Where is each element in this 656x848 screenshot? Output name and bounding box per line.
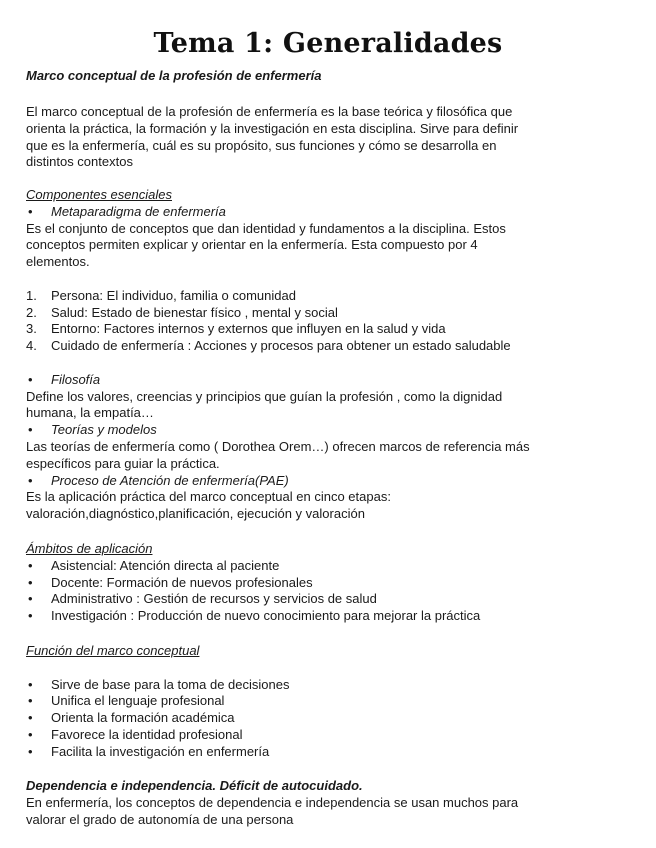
item-number: 2. <box>26 304 37 320</box>
list-item <box>26 372 636 389</box>
list-item <box>26 693 636 710</box>
ambito-text: Investigación : Producción de nuevo conocimiento para mejorar la práctica <box>51 608 481 624</box>
intro-line: El marco conceptual de la profesión de enfermería es la base teórica y filosófica que <box>26 104 513 119</box>
meta-line: elementos. <box>26 254 90 270</box>
list-item <box>26 422 636 439</box>
funcion-text: Sirve de base para la toma de decisiones <box>51 676 290 692</box>
item-number: 1. <box>26 287 37 303</box>
list-item <box>26 727 636 744</box>
filosofia-label: Filosofía <box>51 371 101 387</box>
dependencia-line: En enfermería, los conceptos de dependencia e independencia se usan muchos para <box>26 794 519 810</box>
funcion-heading: Función del marco conceptual <box>26 643 200 658</box>
page-title: Tema 1: Generalidades <box>153 28 503 59</box>
ambitos-section <box>26 541 636 625</box>
ambito-text: Asistencial: Atención directa al paciente <box>51 557 280 573</box>
numbered-item <box>26 338 636 355</box>
ambito-text: Docente: Formación de nuevos profesionales <box>51 574 313 590</box>
subtitle-text: Marco conceptual de la profesión de enfermería <box>26 68 322 83</box>
list-item <box>26 608 636 625</box>
list-item <box>26 710 636 727</box>
bullet-icon: • <box>28 743 33 759</box>
ambito-text: Administrativo : Gestión de recursos y servicios de salud <box>51 591 377 607</box>
filosofia-line: Define los valores, creencias y principios que guían la profesión , como la dignidad <box>26 388 503 404</box>
bullet-icon: • <box>28 371 33 387</box>
funcion-text: Orienta la formación académica <box>51 710 235 726</box>
bullet-icon: • <box>28 557 33 573</box>
list-item <box>26 558 636 575</box>
dependencia-heading: Dependencia e independencia. Déficit de autocuidado. <box>26 778 363 793</box>
item-text: Salud: Estado de bienestar físico , mental y social <box>51 304 338 320</box>
item-text: Cuidado de enfermería : Acciones y procesos para obtener un estado saludable <box>51 338 511 354</box>
subtitle <box>26 68 636 85</box>
filosofia-line: humana, la empatía… <box>26 405 154 421</box>
funcion-text: Facilita la investigación en enfermería <box>51 743 270 759</box>
teorias-label: Teorías y modelos <box>51 422 157 438</box>
intro-paragraph <box>26 104 636 171</box>
funcion-section <box>26 643 636 761</box>
componentes-section <box>26 187 636 523</box>
list-item <box>26 204 636 221</box>
dependencia-section <box>26 778 636 828</box>
componentes-heading: Componentes esenciales <box>26 187 172 202</box>
intro-line: orienta la práctica, la formación y la investigación en esta disciplina. Sirve para definir <box>26 120 519 136</box>
numbered-item <box>26 305 636 322</box>
bullet-icon: • <box>28 693 33 709</box>
bullet-icon: • <box>28 591 33 607</box>
list-item <box>26 744 636 761</box>
funcion-text: Favorece la identidad profesional <box>51 726 243 742</box>
bullet-icon: • <box>28 676 33 692</box>
list-item <box>26 591 636 608</box>
list-item <box>26 677 636 694</box>
bullet-icon: • <box>28 726 33 742</box>
pae-line: valoración,diagnóstico,planificación, ejecución y valoración <box>26 506 365 522</box>
intro-line: distintos contextos <box>26 154 133 170</box>
funcion-text: Unifica el lenguaje profesional <box>51 693 225 709</box>
bullet-icon: • <box>28 710 33 726</box>
item-text: Entorno: Factores internos y externos que influyen en la salud y vida <box>51 321 446 337</box>
meta-line: conceptos permiten explicar y orientar en la enfermería. Esta compuesto por 4 <box>26 237 478 253</box>
dependencia-line: valorar el grado de autonomía de una persona <box>26 811 294 827</box>
intro-line: que es la enfermería, cuál es su propósito, sus funciones y cómo se desarrolla en <box>26 137 497 153</box>
teorias-line: específicos para guiar la práctica. <box>26 455 220 471</box>
item-number: 3. <box>26 321 37 337</box>
pae-line: Es la aplicación práctica del marco conceptual en cinco etapas: <box>26 489 391 505</box>
numbered-item <box>26 321 636 338</box>
ambitos-heading: Ámbitos de aplicación <box>26 541 153 556</box>
bullet-icon: • <box>28 574 33 590</box>
bullet-icon: • <box>28 203 33 219</box>
metaparadigma-label: Metaparadigma de enfermería <box>51 203 226 219</box>
meta-line: Es el conjunto de conceptos que dan identidad y fundamentos a la disciplina. Estos <box>26 220 506 236</box>
list-item <box>26 473 636 490</box>
list-item <box>26 575 636 592</box>
numbered-item <box>26 288 636 305</box>
bullet-icon: • <box>28 608 33 624</box>
bullet-icon: • <box>28 472 33 488</box>
item-number: 4. <box>26 338 37 354</box>
bullet-icon: • <box>28 422 33 438</box>
pae-label: Proceso de Atención de enfermería(PAE) <box>51 472 289 488</box>
item-text: Persona: El individuo, familia o comunidad <box>51 287 296 303</box>
teorias-line: Las teorías de enfermería como ( Dorothea Orem…) ofrecen marcos de referencia más <box>26 438 530 454</box>
